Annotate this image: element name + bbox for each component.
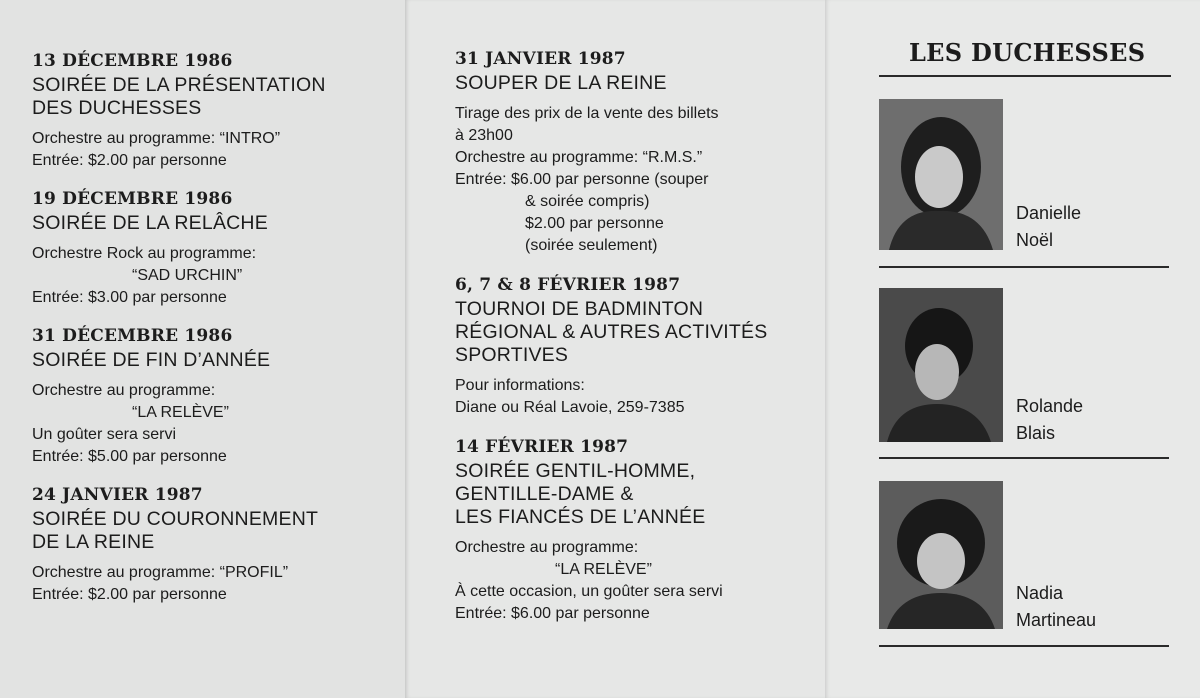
event-date: 19 DÉCEMBRE 1986 xyxy=(32,189,233,209)
portrait-photo xyxy=(879,481,1003,629)
portrait-photo xyxy=(879,288,1003,442)
event-detail: Orchestre au programme: xyxy=(455,539,639,556)
event-detail: à 23h00 xyxy=(455,127,513,144)
event-detail: Entrée: $3.00 par personne xyxy=(32,289,227,306)
event-detail: Orchestre au programme: “INTRO” xyxy=(32,130,281,147)
event-date: 14 FÉVRIER 1987 xyxy=(455,437,629,457)
duchess-name: Rolande Blais xyxy=(1016,396,1084,443)
event-24-jan xyxy=(32,484,405,606)
event-6-8-feb xyxy=(455,274,825,419)
event-detail: Un goûter sera servi xyxy=(32,426,177,443)
event-14-feb xyxy=(455,436,825,625)
event-date: 13 DÉCEMBRE 1986 xyxy=(32,51,233,71)
event-detail: À cette occasion, un goûter sera servi xyxy=(455,583,723,600)
divider-rule xyxy=(879,457,1169,459)
event-detail: & soirée compris) xyxy=(525,193,650,210)
event-detail: $2.00 par personne xyxy=(525,215,664,232)
event-detail: “LA RELÈVE” xyxy=(555,561,652,578)
event-title: SOIRÉE DE LA PRÉSENTATION DES DUCHESSES xyxy=(32,74,326,119)
event-detail: “LA RELÈVE” xyxy=(132,404,229,421)
event-detail: Entrée: $2.00 par personne xyxy=(32,586,227,603)
event-date: 24 JANVIER 1987 xyxy=(32,485,203,505)
event-detail: Orchestre au programme: xyxy=(32,382,216,399)
event-date: 6, 7 & 8 FÉVRIER 1987 xyxy=(455,275,681,295)
event-title: SOIRÉE DU COURONNEMENT DE LA REINE xyxy=(32,508,319,553)
right-panel xyxy=(825,0,1200,698)
event-title: SOIRÉE GENTIL-HOMME, GENTILLE-DAME & LES FIANCÉS DE L’ANNÉE xyxy=(455,460,706,528)
event-title: SOIRÉE DE FIN D’ANNÉE xyxy=(32,349,271,371)
event-detail: Entrée: $5.00 par personne xyxy=(32,448,227,465)
event-19-dec xyxy=(32,188,405,309)
event-31-dec xyxy=(32,325,405,468)
event-title: TOURNOI DE BADMINTON RÉGIONAL & AUTRES ACTIVITÉS SPORTIVES xyxy=(455,298,768,366)
event-detail: Entrée: $6.00 par personne (souper xyxy=(455,171,709,188)
event-detail: Orchestre Rock au programme: xyxy=(32,245,257,262)
event-31-jan xyxy=(455,48,825,257)
event-detail: Orchestre au programme: “R.M.S.” xyxy=(455,149,703,166)
duchesses-heading: LES DUCHESSES xyxy=(909,38,1146,67)
event-detail: (soirée seulement) xyxy=(525,237,658,254)
event-detail: Entrée: $6.00 par personne xyxy=(455,605,650,622)
event-date: 31 DÉCEMBRE 1986 xyxy=(32,326,233,346)
divider-rule xyxy=(879,645,1169,647)
duchess-name: Nadia Martineau xyxy=(1016,583,1097,630)
divider-rule xyxy=(879,266,1169,268)
heading-rule xyxy=(879,75,1171,77)
event-13-dec xyxy=(32,50,405,172)
event-detail: Orchestre au programme: “PROFIL” xyxy=(32,564,289,581)
event-detail: Pour informations: xyxy=(455,377,585,394)
event-detail: Tirage des prix de la vente des billets xyxy=(455,105,719,122)
portrait-photo xyxy=(879,99,1003,250)
middle-panel xyxy=(405,0,825,698)
event-detail: Diane ou Réal Lavoie, 259-7385 xyxy=(455,399,685,416)
event-title: SOUPER DE LA REINE xyxy=(455,72,667,94)
event-detail: “SAD URCHIN” xyxy=(132,267,243,284)
event-date: 31 JANVIER 1987 xyxy=(455,49,626,69)
event-title: SOIRÉE DE LA RELÂCHE xyxy=(32,212,268,234)
duchess-name: Danielle Noël xyxy=(1016,203,1082,250)
left-panel xyxy=(0,0,405,698)
event-detail: Entrée: $2.00 par personne xyxy=(32,152,227,169)
